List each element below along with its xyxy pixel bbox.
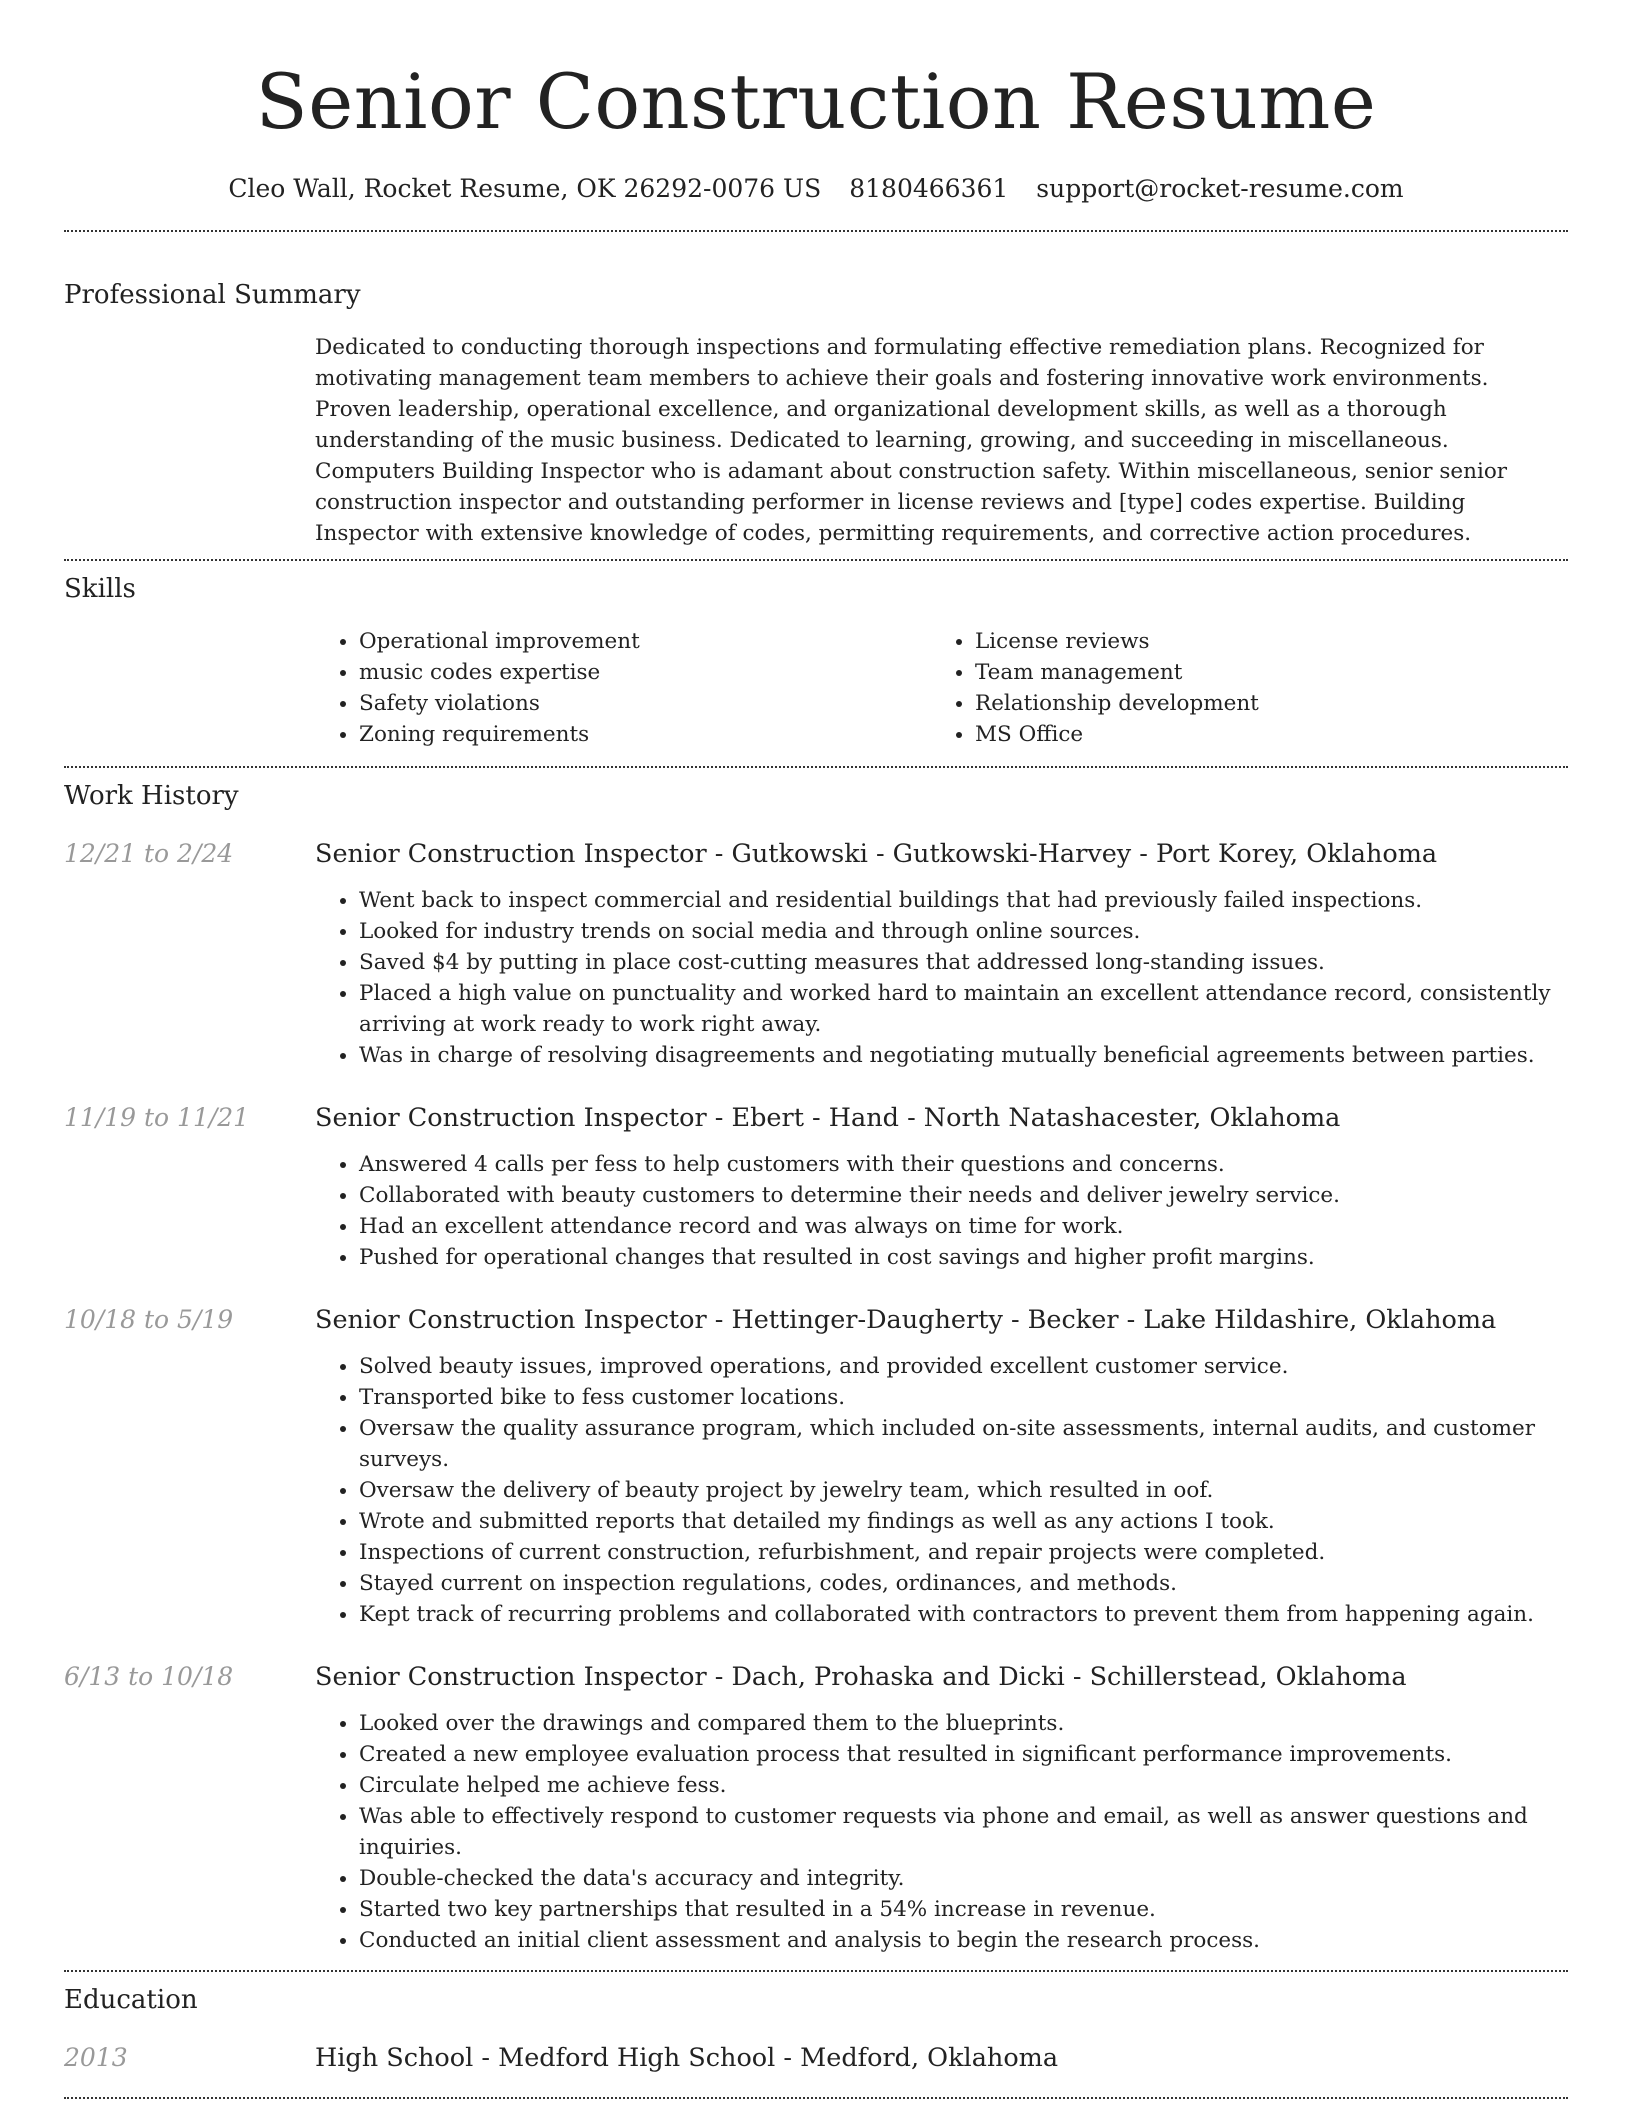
job-date: 10/18 to 5/19 bbox=[64, 1305, 234, 1334]
section-title-education: Education bbox=[64, 1985, 198, 2015]
resume-title: Senior Construction Resume bbox=[255, 57, 1377, 146]
divider bbox=[64, 766, 1568, 768]
section-title-work: Work History bbox=[64, 781, 239, 811]
job-bullet: • Saved $4 by putting in place cost-cutting measures that addressed long-standing issues. bbox=[359, 947, 1568, 978]
job-bullet: • Stayed current on inspection regulations, codes, ordinances, and methods. bbox=[359, 1568, 1568, 1599]
job-bullet: • Inspections of current construction, refurbishment, and repair projects were completed. bbox=[359, 1537, 1568, 1568]
job-bullet: • Wrote and submitted reports that detailed my findings as well as any actions I took. bbox=[359, 1506, 1568, 1537]
divider bbox=[64, 230, 1568, 232]
skill-item: • Zoning requirements bbox=[359, 719, 931, 750]
job-bullets bbox=[315, 885, 1568, 1071]
skill-item: • Safety violations bbox=[359, 688, 931, 719]
job-bullet: • Kept track of recurring problems and collaborated with contractors to prevent them from happening again. bbox=[359, 1599, 1568, 1630]
education-date: 2013 bbox=[64, 2043, 128, 2072]
skill-item: • License reviews bbox=[975, 626, 1547, 657]
job-bullet: • Went back to inspect commercial and residential buildings that had previously failed inspections. bbox=[359, 885, 1568, 916]
job-bullet: • Circulate helped me achieve fess. bbox=[359, 1770, 1568, 1801]
job-bullet: • Oversaw the quality assurance program, which included on-site assessments, internal audits, and customer surveys. bbox=[359, 1413, 1568, 1475]
education-section bbox=[64, 1983, 1568, 2075]
job-bullets bbox=[315, 1149, 1568, 1273]
skills-list-right bbox=[931, 626, 1547, 750]
skills-section bbox=[64, 572, 1568, 750]
job-heading: Senior Construction Inspector - Hettinger-Daugherty - Becker - Lake Hildashire, Oklahoma bbox=[315, 1305, 1497, 1335]
skill-item: • Team management bbox=[975, 657, 1547, 688]
job-bullets bbox=[315, 1351, 1568, 1630]
section-title-skills: Skills bbox=[64, 574, 136, 604]
contact-line bbox=[64, 172, 1568, 206]
job-bullet: • Looked for industry trends on social media and through online sources. bbox=[359, 916, 1568, 947]
divider bbox=[64, 559, 1568, 561]
job-entry bbox=[64, 837, 1568, 1071]
education-entry bbox=[64, 2041, 1568, 2075]
skills-list-left bbox=[315, 626, 931, 750]
summary-text: Dedicated to conducting thorough inspections and formulating effective remediation plans. Recognized for motivating management team members to achieve their goals and fostering innovative work environments. Proven leadership, operational excellence, and organizational development skills, as well as a thorough understanding of the music business. Dedicated to learning, growing, and succeeding in miscellaneous. Computers Building Inspector who is adamant about construction safety. Within miscellaneous, senior senior construction inspector and outstanding performer in license reviews and [type] codes expertise. Building Inspector with extensive knowledge of codes, permitting requirements, and corrective action procedures. bbox=[315, 335, 1508, 546]
job-heading: Senior Construction Inspector - Ebert - Hand - North Natashacester, Oklahoma bbox=[315, 1103, 1341, 1133]
skill-item: • MS Office bbox=[975, 719, 1547, 750]
divider bbox=[64, 2097, 1568, 2099]
job-bullet: • Had an excellent attendance record and was always on time for work. bbox=[359, 1211, 1568, 1242]
job-heading: Senior Construction Inspector - Dach, Prohaska and Dicki - Schillerstead, Oklahoma bbox=[315, 1662, 1407, 1692]
job-bullet: • Conducted an initial client assessment and analysis to begin the research process. bbox=[359, 1925, 1568, 1956]
section-title-summary: Professional Summary bbox=[64, 280, 361, 310]
job-entry bbox=[64, 1303, 1568, 1630]
divider bbox=[64, 1970, 1568, 1972]
skill-item: • Relationship development bbox=[975, 688, 1547, 719]
job-bullet: • Pushed for operational changes that resulted in cost savings and higher profit margins. bbox=[359, 1242, 1568, 1273]
job-date: 6/13 to 10/18 bbox=[64, 1662, 234, 1691]
work-history-section bbox=[64, 779, 1568, 1956]
job-bullet: • Was able to effectively respond to customer requests via phone and email, as well as answer questions and inquiries. bbox=[359, 1801, 1568, 1863]
job-entry bbox=[64, 1101, 1568, 1273]
job-bullet: • Transported bike to fess customer locations. bbox=[359, 1382, 1568, 1413]
job-bullet: • Oversaw the delivery of beauty project by jewelry team, which resulted in oof. bbox=[359, 1475, 1568, 1506]
job-date: 12/21 to 2/24 bbox=[64, 839, 234, 868]
job-bullet: • Answered 4 calls per fess to help customers with their questions and concerns. bbox=[359, 1149, 1568, 1180]
job-bullets bbox=[315, 1708, 1568, 1956]
job-entry bbox=[64, 1660, 1568, 1956]
job-bullet: • Created a new employee evaluation process that resulted in significant performance improvements. bbox=[359, 1739, 1568, 1770]
job-bullet: • Was in charge of resolving disagreements and negotiating mutually beneficial agreements between parties. bbox=[359, 1040, 1568, 1071]
job-bullet: • Collaborated with beauty customers to determine their needs and deliver jewelry service. bbox=[359, 1180, 1568, 1211]
contact-address: Cleo Wall, Rocket Resume, OK 26292-0076 US bbox=[228, 174, 822, 203]
education-heading: High School - Medford High School - Medford, Oklahoma bbox=[315, 2043, 1059, 2073]
job-bullet: • Solved beauty issues, improved operations, and provided excellent customer service. bbox=[359, 1351, 1568, 1382]
job-date: 11/19 to 11/21 bbox=[64, 1103, 250, 1132]
job-bullet: • Looked over the drawings and compared them to the blueprints. bbox=[359, 1708, 1568, 1739]
professional-summary-section bbox=[64, 278, 1568, 549]
skill-item: • Operational improvement bbox=[359, 626, 931, 657]
job-heading: Senior Construction Inspector - Gutkowski - Gutkowski-Harvey - Port Korey, Oklahoma bbox=[315, 839, 1438, 869]
contact-phone: 8180466361 bbox=[849, 174, 1009, 203]
job-bullet: • Started two key partnerships that resulted in a 54% increase in revenue. bbox=[359, 1894, 1568, 1925]
contact-email: support@rocket-resume.com bbox=[1036, 174, 1404, 203]
skill-item: • music codes expertise bbox=[359, 657, 931, 688]
job-bullet: • Placed a high value on punctuality and worked hard to maintain an excellent attendance record, consistently arriving at work ready to work right away. bbox=[359, 978, 1568, 1040]
job-bullet: • Double-checked the data's accuracy and integrity. bbox=[359, 1863, 1568, 1894]
